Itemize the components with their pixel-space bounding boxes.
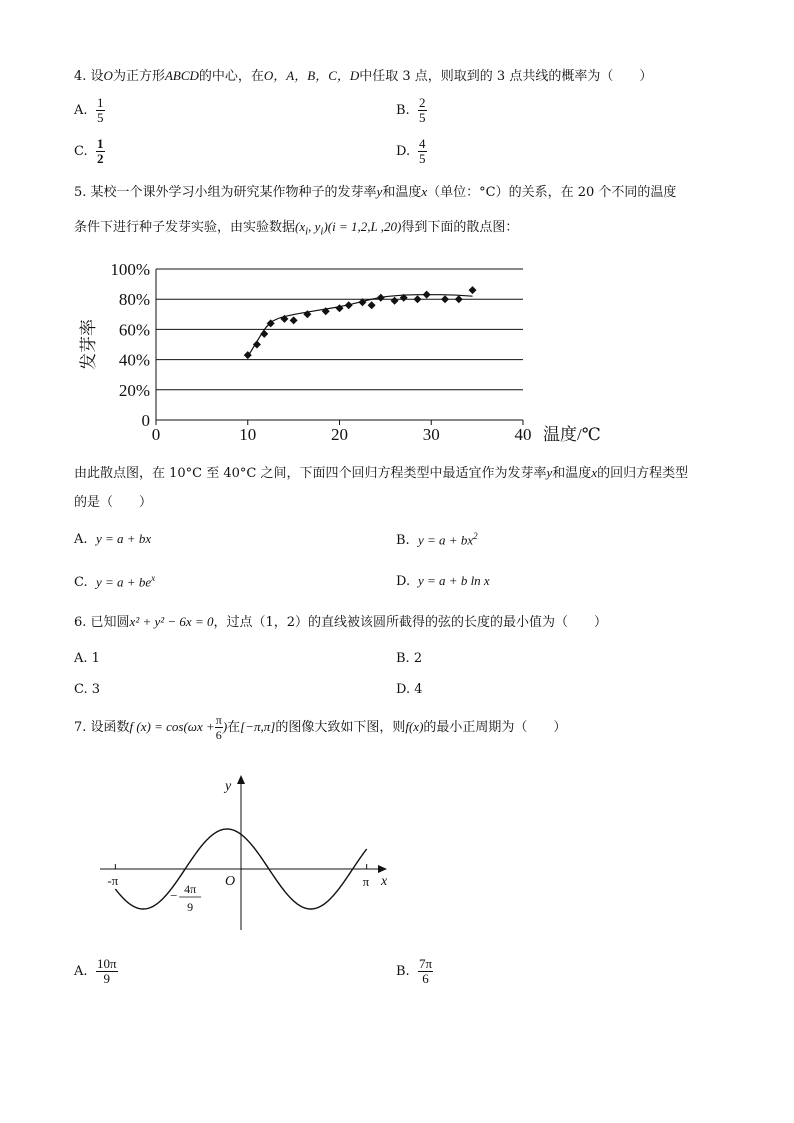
option-label: A. (74, 964, 88, 979)
math-part: (x (295, 219, 306, 234)
graph-zero-sign: − (170, 888, 178, 903)
graph-origin-label: O (225, 874, 236, 889)
q4-var-points: O，A，B，C，D (263, 68, 360, 83)
graph-axes (100, 775, 387, 930)
denominator: 6 (215, 728, 222, 742)
math-part: , y (308, 219, 321, 234)
fraction (418, 957, 433, 986)
graph-tick-pi: π (362, 874, 370, 889)
q5-option-c[interactable] (74, 573, 155, 590)
q5-stem-line2 (74, 218, 518, 241)
option-label: B. (396, 533, 410, 549)
chart-fit-curve (248, 295, 473, 357)
q4-option-c[interactable] (74, 137, 105, 166)
x-tick-label: 10 (239, 425, 257, 444)
q5-var-y: y (546, 465, 553, 480)
q7-option-a[interactable] (74, 957, 118, 986)
q5-text: 条件下进行种子发芽实验，由实验数据 (74, 220, 296, 235)
q7-text: 7. 设函数 (74, 720, 130, 735)
option-label: D. (396, 574, 411, 589)
scatter-point (377, 294, 385, 302)
fraction (96, 957, 118, 986)
y-tick-label: 20% (118, 380, 150, 400)
q7-fx: f(x) (405, 719, 424, 734)
numerator: 2 (419, 95, 426, 110)
graph-tick-neg-pi: -π (107, 873, 119, 888)
x-tick-label: 0 (151, 425, 161, 444)
q5-text: 和温度 (382, 185, 422, 200)
option-sup: 2 (473, 531, 478, 541)
option-label: C. (74, 144, 88, 159)
q7-function: f (x) = cos(ωx + (129, 719, 215, 734)
q5-text: 5. 某校一个课外学习小组为研究某作物种子的发芽率 (74, 185, 377, 200)
chart-x-label: 温度/℃ (543, 425, 601, 444)
q4-stem-text: 4. 设 (74, 69, 104, 84)
option-expr: y = a + b ln x (418, 573, 490, 588)
q4-stem-text: 中任取 3 点，则取到的 3 点共线的概率为（ ） (359, 69, 653, 84)
denominator: 5 (419, 110, 426, 125)
q4-stem-text: 为正方形 (112, 69, 165, 84)
x-tick-label: 30 (422, 425, 440, 444)
graph-zero-numerator: 4π (184, 882, 197, 896)
y-tick-label: 60% (118, 320, 150, 340)
x-tick-label: 20 (331, 425, 348, 444)
y-tick-label: 40% (118, 350, 150, 370)
q5-var-x: x (591, 465, 598, 480)
numerator: 10π (97, 956, 117, 971)
option-expr: y = a + bx (418, 532, 474, 548)
fraction (96, 137, 105, 166)
x-axis-arrow (378, 865, 387, 873)
q7-text: 的图像大致如下图，则 (275, 720, 406, 735)
graph-zero-denominator: 9 (187, 900, 194, 914)
x-tick-label: 40 (514, 425, 532, 444)
q5-data-notation (295, 219, 402, 238)
graph-y-label: y (225, 779, 232, 794)
denominator: 5 (97, 110, 104, 125)
denominator: 9 (103, 971, 111, 986)
math-sub: i (305, 225, 309, 238)
fraction (418, 137, 427, 166)
y-tick-label: 0 (141, 411, 150, 430)
scatter-point (345, 301, 353, 309)
q5-text: 得到下面的散点图： (401, 220, 519, 235)
fraction (418, 96, 427, 125)
q4-var-o: O (103, 68, 113, 83)
math-part: )(i = 1,2,L ,20) (323, 219, 402, 234)
option-label: B. (396, 964, 410, 979)
numerator: 4 (419, 136, 426, 151)
y-axis-arrow (237, 775, 245, 784)
q5-text: 由此散点图，在 10°C 至 40°C 之间，下面四个回归方程类型中最适宜作为发芽率 (74, 466, 547, 481)
q4-var-abcd: ABCD (164, 68, 199, 83)
chart-gridlines (156, 269, 523, 420)
scatter-point (260, 330, 268, 338)
q7-text: 的最小正周期为（ ） (423, 720, 567, 735)
scatter-point (423, 291, 431, 299)
q5-option-b[interactable] (396, 531, 478, 548)
cosine-graph (95, 770, 395, 940)
fit-curve-line (248, 295, 473, 357)
q4-option-a[interactable] (74, 96, 105, 125)
numerator: 1 (97, 95, 104, 110)
q7-stem (74, 712, 566, 743)
q5-stem-line1 (74, 183, 676, 202)
scatter-point (336, 304, 344, 312)
option-expr: y = a + be (96, 574, 152, 590)
q6-text: 6. 已知圆 (74, 615, 130, 630)
scatter-point (413, 295, 421, 303)
scatter-point (290, 316, 298, 324)
math-sub: i (320, 225, 324, 238)
q6-option-c[interactable]: C. 3 (74, 682, 101, 697)
q4-stem-text: 的中心，在 (198, 69, 264, 84)
option-label: A. (74, 103, 88, 118)
denominator: 2 (97, 151, 104, 166)
scatter-point (368, 301, 376, 309)
numerator: 1 (97, 136, 104, 151)
q5-text: 和温度 (552, 466, 592, 481)
scatter-point (455, 295, 463, 303)
denominator: 5 (419, 151, 426, 166)
q5-var-x: x (421, 184, 428, 199)
option-label: A. (74, 532, 88, 547)
fraction (96, 96, 105, 125)
option-label: D. (396, 144, 411, 159)
denominator: 6 (422, 971, 429, 986)
y-tick-label: 80% (118, 290, 150, 310)
option-sup: x (151, 573, 156, 583)
q6-stem (74, 613, 607, 632)
chart-y-label: 发芽率 (79, 319, 98, 370)
numerator: 7π (419, 956, 433, 971)
scatter-point (391, 297, 399, 305)
option-expr: y = a + bx (96, 531, 152, 546)
q6-option-a[interactable]: A. 1 (74, 651, 100, 666)
scatter-point (441, 295, 449, 303)
chart-x-ticks (152, 420, 532, 444)
germination-scatter-chart (60, 255, 620, 455)
q6-text: ，过点（1，2）的直线被该圆所截得的弦的长度的最小值为（ ） (213, 615, 608, 630)
chart-y-ticks (110, 260, 150, 430)
fraction (215, 713, 223, 742)
scatter-point (469, 286, 477, 294)
scatter-point (253, 341, 261, 349)
q5-var-y: y (376, 184, 383, 199)
graph-x-label: x (381, 874, 388, 889)
q6-equation: x² + y² − 6x = 0 (129, 614, 214, 629)
q7-interval: [−π,π] (240, 719, 276, 734)
chart-points (244, 286, 477, 359)
q6-option-d[interactable]: D. 4 (396, 682, 423, 697)
q5-text: 的回归方程类型 (597, 466, 689, 481)
q5-option-a[interactable] (74, 531, 151, 547)
q7-function: ) (222, 719, 228, 734)
q5-option-d[interactable] (396, 573, 490, 589)
q5-after-line1 (74, 464, 688, 483)
q4-option-b[interactable] (396, 96, 427, 125)
option-label: B. (396, 103, 410, 118)
q4-stem (74, 67, 652, 86)
q7-option-b[interactable] (396, 957, 433, 986)
numerator: π (215, 713, 222, 727)
y-tick-label: 100% (110, 260, 150, 279)
q4-option-d[interactable] (396, 137, 427, 166)
q6-option-b[interactable]: B. 2 (396, 651, 423, 666)
q5-after-line2: 的是（ ） (74, 495, 153, 510)
q5-text: （单位：°C）的关系，在 20 个不同的温度 (427, 185, 677, 200)
q7-text: 在 (227, 720, 241, 735)
option-label: C. (74, 575, 88, 591)
